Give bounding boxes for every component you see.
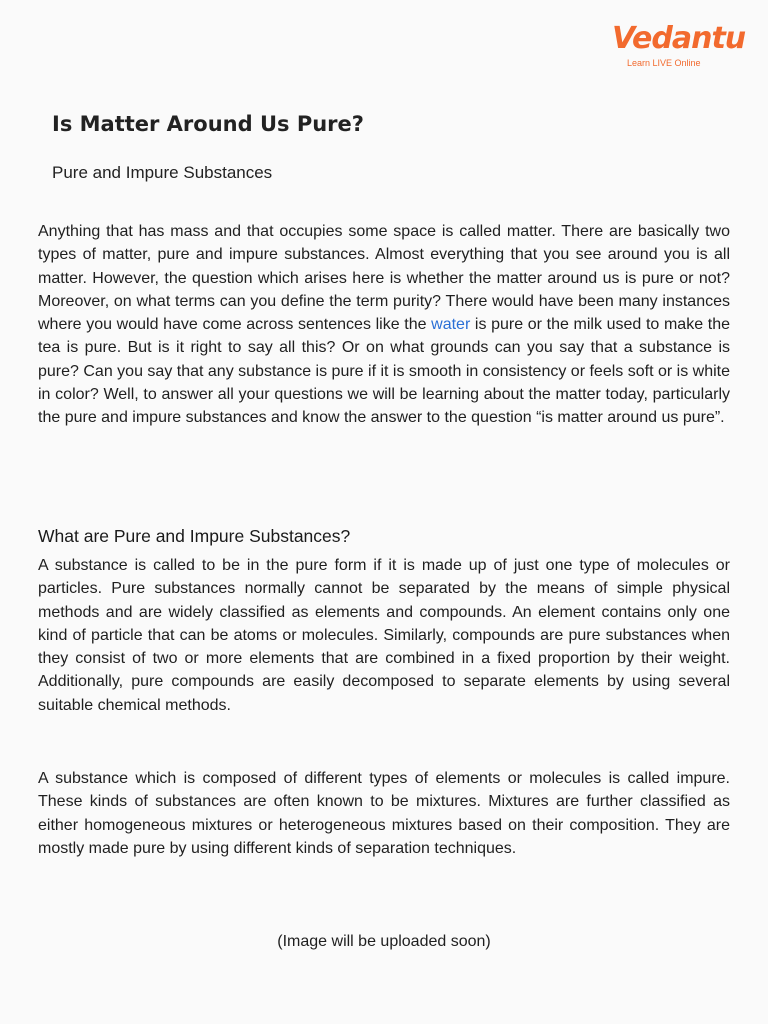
intro-text-start: Anything that has mass and that occupies some space is called matter. There are basically two types of matter, pure and impure substances. Almost everything that you see around you is all matter. However, the question which arises here is whether the matter around us is pure or not? Moreover, on what terms can you define the term purity? There would have been many instances where you would have come across sentences like the bbox=[38, 223, 730, 334]
pure-substances-paragraph: A substance is called to be in the pure form if it is made up of just one type of molecules or particles. Pure substances normally cannot be separated by the means of simple physical methods and are widely classified as elements and compounds. An element contains only one kind of particle that can be atoms or molecules. Similarly, compounds are pure substances when they consist of two or more elements that are combined in a fixed proportion by their weight. Additionally, pure compounds are easily decomposed to separate elements by using several suitable chemical methods. bbox=[38, 557, 730, 714]
page-title: Is Matter Around Us Pure? bbox=[52, 112, 364, 136]
intro-text-end: is pure or the milk used to make the tea is pure. But is it right to say all this? Or on what grounds can you say that a substance is pure? Can you say that any substance is pure if it is smooth in consistency or feels soft or is white in color? Well, to answer all your questions we will be learning about the matter today, particularly the pure and impure substances and know the answer to the question “is matter around us pure”. bbox=[38, 316, 730, 427]
logo-tagline: Learn LIVE Online bbox=[627, 58, 701, 68]
impure-substances-paragraph: A substance which is composed of different types of elements or molecules is called impure. These kinds of substances are often known to be mixtures. Mixtures are further classified as either homogeneous mixtures or heterogeneous mixtures based on their composition. They are mostly made pure by using different kinds of separation techniques. bbox=[38, 770, 730, 857]
vedantu-logo[interactable] bbox=[612, 21, 746, 72]
water-link[interactable]: water bbox=[431, 316, 471, 334]
logo-wordmark: Vedantu bbox=[612, 21, 746, 56]
section-heading: What are Pure and Impure Substances? bbox=[38, 526, 351, 546]
intro-paragraph bbox=[38, 220, 730, 430]
page-subtitle: Pure and Impure Substances bbox=[52, 163, 273, 182]
image-placeholder-text: (Image will be uploaded soon) bbox=[277, 933, 491, 950]
